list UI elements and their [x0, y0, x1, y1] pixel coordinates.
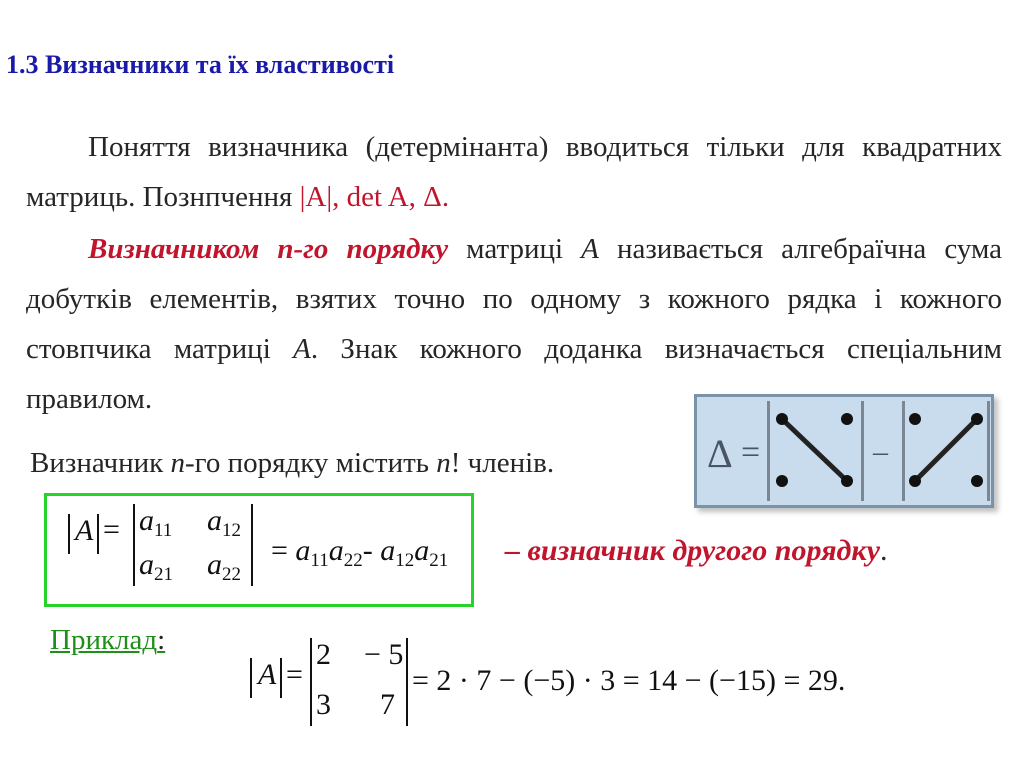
- dot-a21: [776, 475, 788, 487]
- ex-lhs-a: A: [258, 658, 277, 691]
- ex-det-bar-left: [310, 638, 312, 726]
- second-order-dot: .: [879, 534, 888, 567]
- ex-abs-bar-left: [250, 658, 252, 698]
- ex-det-bar-right: [406, 638, 408, 726]
- definition-term: Визначником n-го порядку: [88, 233, 449, 265]
- second-order-text: – визначник другого порядку: [505, 534, 880, 567]
- example-formula: [246, 636, 846, 736]
- diagram-equals: =: [741, 434, 761, 471]
- count-text-1: Визначник: [30, 447, 171, 479]
- para1-text: Поняття визначника (детермінанта) вводиться тільки для квадратних матриць. Познпчення: [26, 131, 1002, 213]
- second-order-formula-box: [44, 493, 474, 607]
- ex-m11: 2: [316, 638, 331, 671]
- element-a11: $a_{11}$: [139, 504, 173, 541]
- determinant-notation: |A|, det A, Δ.: [299, 181, 450, 213]
- ex-result: = 2 · 7 − (−5) · 3 = 14 − (−15) = 29.: [412, 664, 846, 697]
- matrix-var-2: A: [293, 333, 311, 365]
- diagram-bar-1: [767, 401, 770, 501]
- diagram-bar-2: [861, 401, 864, 501]
- ex-abs-bar-right: [280, 658, 282, 698]
- matrix-var-1: A: [581, 233, 599, 265]
- element-a22: $a_{22}$: [207, 548, 241, 585]
- diagram-bar-3: [902, 401, 905, 501]
- paragraph-definition-intro: [26, 122, 1002, 222]
- sign-rule-diagram: [694, 394, 994, 508]
- ex-m21: 3: [316, 688, 331, 721]
- count-n-1: n: [170, 447, 186, 479]
- formula-lhs-a: A: [75, 514, 94, 547]
- count-text-3: ! членів.: [450, 447, 555, 479]
- ex-m22: 7: [380, 688, 395, 721]
- para2-text-1: матриці: [448, 233, 582, 265]
- dot-a12: [841, 413, 853, 425]
- example-label: Приклад:: [50, 624, 166, 656]
- second-order-label: [505, 534, 887, 568]
- anti-diagonal-line: [915, 419, 977, 481]
- count-text-2: -го порядку містить: [185, 447, 437, 479]
- formula-equals: =: [103, 513, 120, 546]
- para2-text-2: називається алгебраїчна сума добутків елементів, взятих точно по одному з кожного рядка і кожного стовпчика матриці: [26, 233, 1002, 365]
- dot-a22: [841, 475, 853, 487]
- dot-b11: [909, 413, 921, 425]
- element-a12: $a_{12}$: [207, 504, 241, 541]
- abs-bar-left: [68, 514, 70, 554]
- dot-b22: [971, 475, 983, 487]
- abs-bar-right: [97, 514, 99, 554]
- diagram-bar-4: [987, 401, 990, 501]
- ex-equals: =: [286, 658, 303, 691]
- dot-b21: [909, 475, 921, 487]
- slide-title: 1.3 Визначники та їх властивості: [6, 50, 395, 79]
- det-bar-right: [251, 504, 253, 586]
- sign-rule-svg: [697, 397, 991, 505]
- element-a21: $a_{21}$: [139, 548, 173, 585]
- main-diagonal-line: [782, 419, 847, 481]
- formula-expansion: = $a_{11}a_{22}-$ $a_{12}a_{21}$: [271, 534, 449, 571]
- diagram-minus: –: [873, 435, 888, 468]
- diagram-delta: Δ: [707, 431, 733, 476]
- dot-b12: [971, 413, 983, 425]
- det-bar-left: [133, 504, 135, 586]
- count-n-2: n: [436, 447, 451, 479]
- ex-m12: − 5: [364, 638, 404, 671]
- dot-a11: [776, 413, 788, 425]
- term-count-line: [30, 447, 554, 480]
- para2-text-3: . Знак кожного доданка визначається спеціальним правилом.: [26, 333, 1003, 415]
